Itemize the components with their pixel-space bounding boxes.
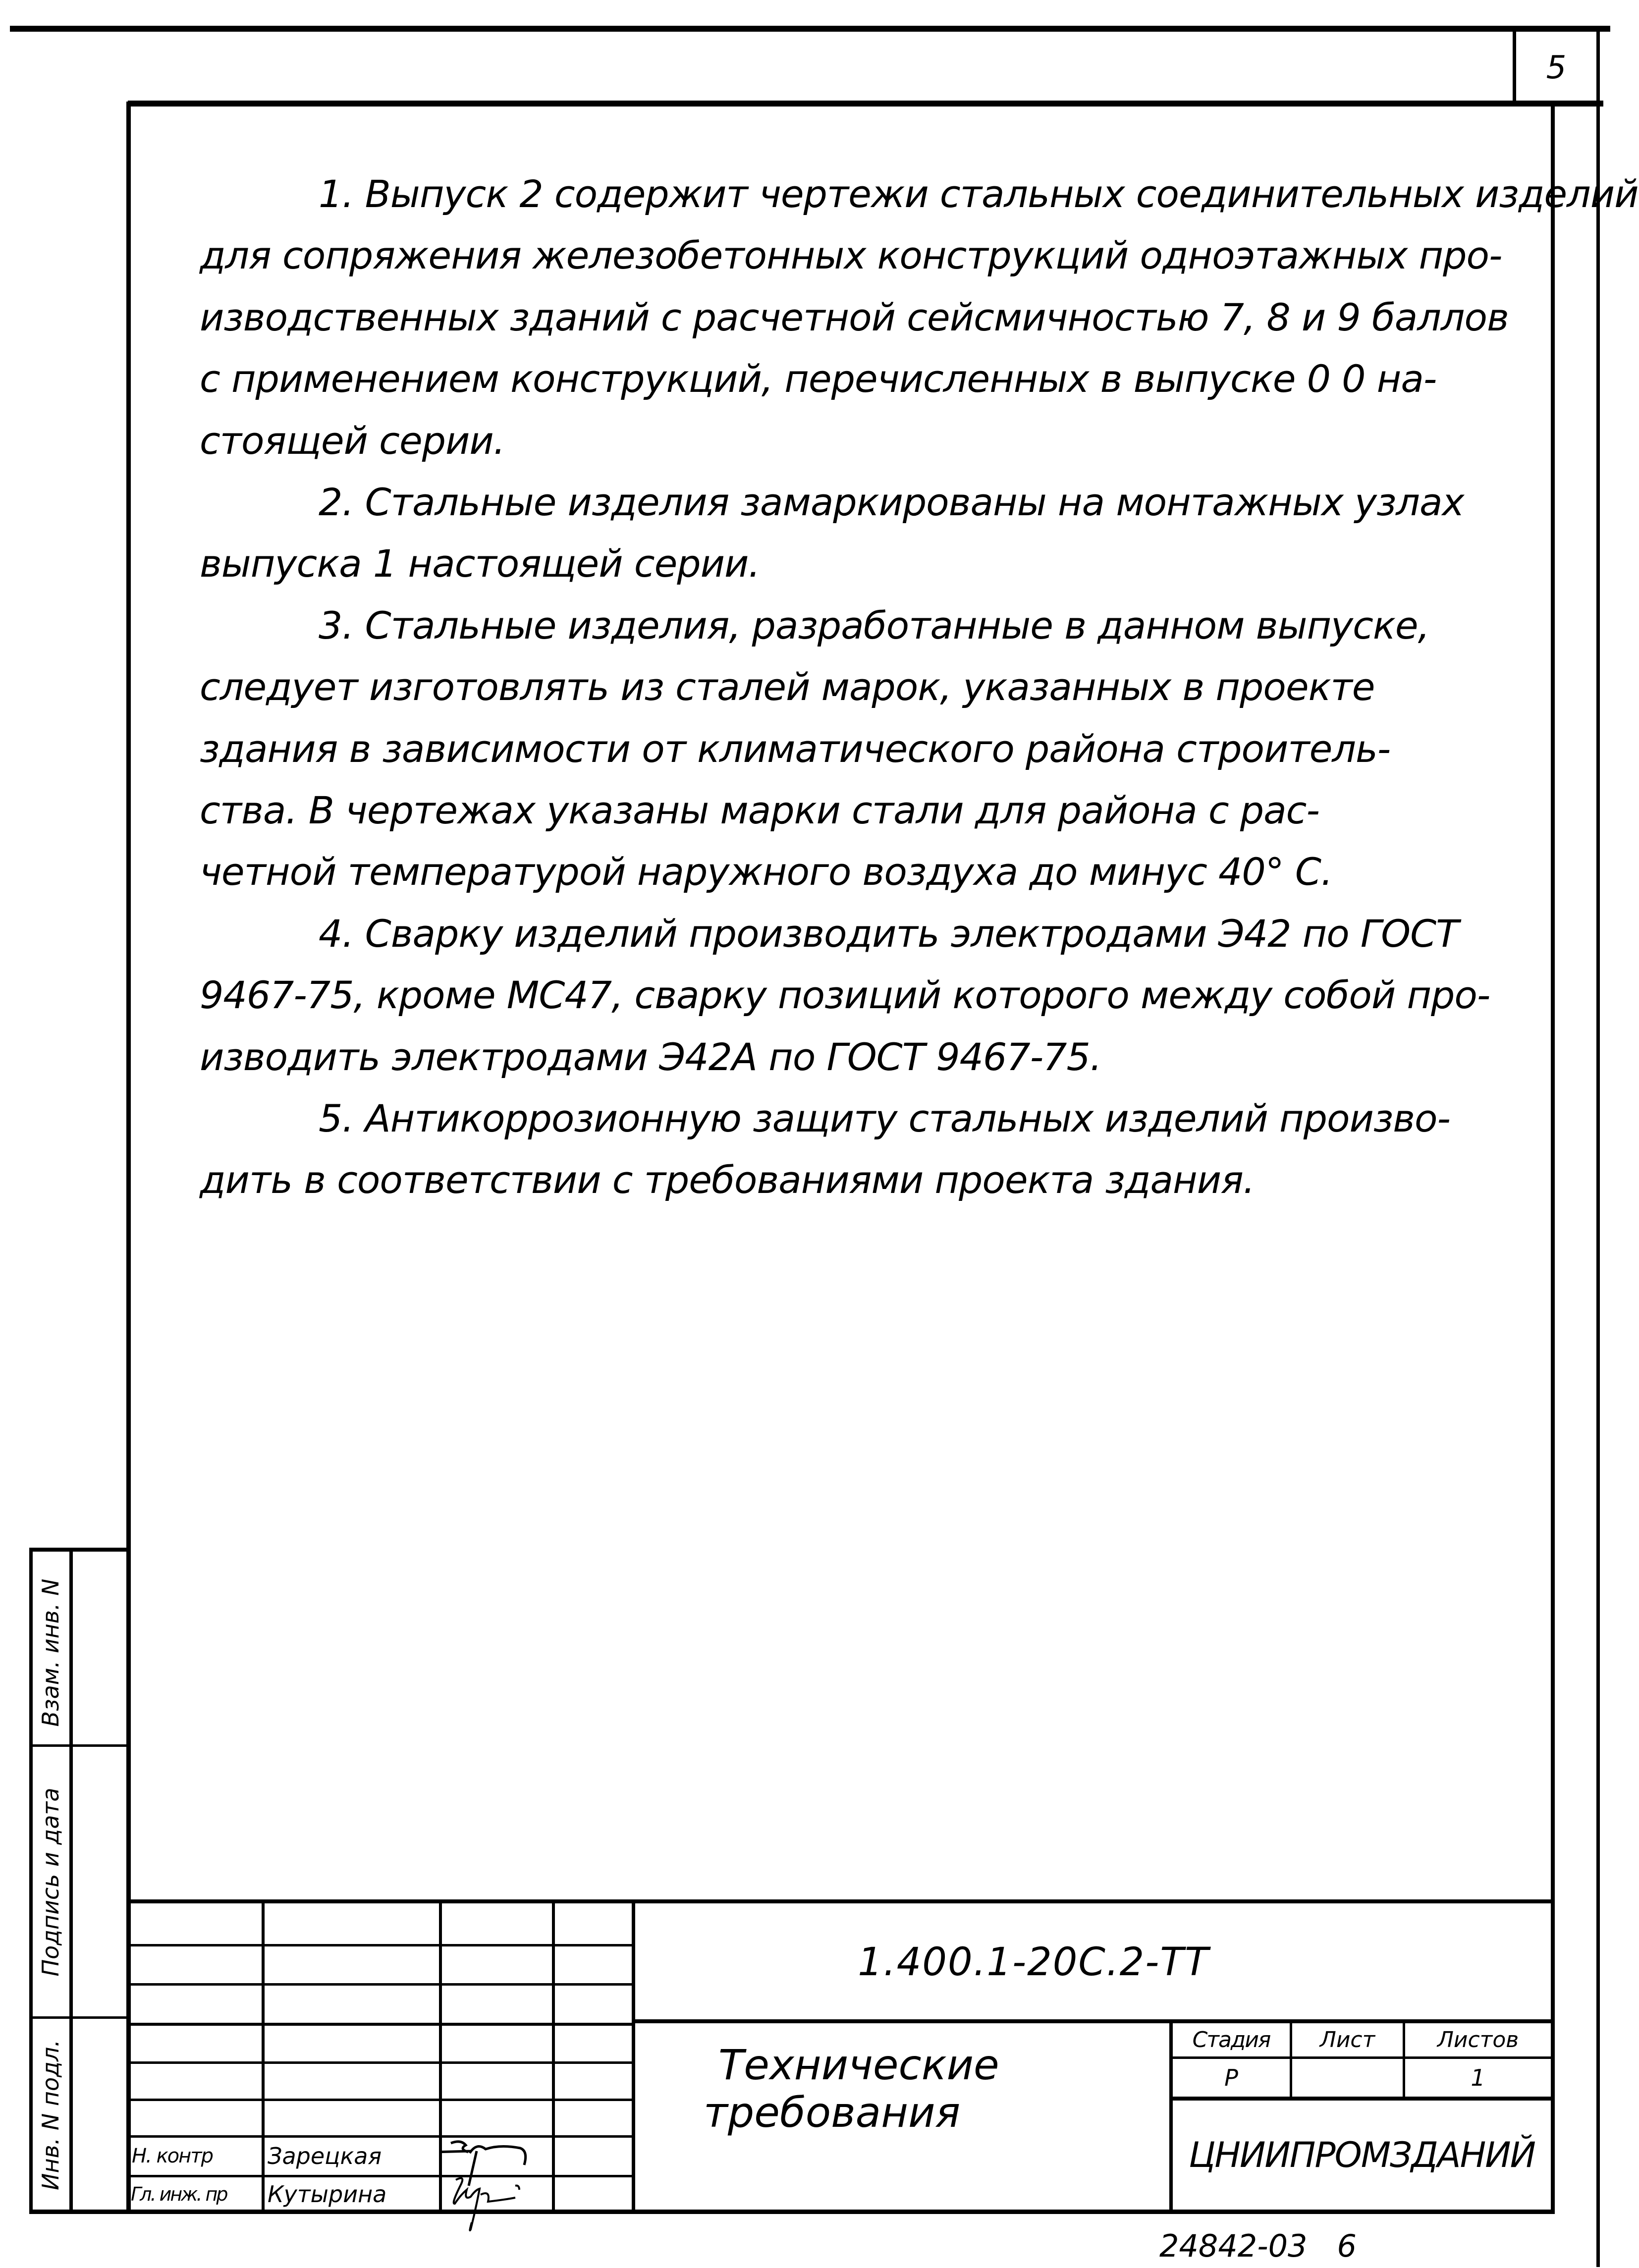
page-number-box-left-line (1513, 29, 1516, 104)
body-text-line: здания в зависимости от климатического района строитель- (200, 727, 1391, 771)
stamp-col-divider (1169, 2021, 1173, 2212)
body-text-line: 3. Стальные изделия, разработанные в данном выпуске, (319, 603, 1429, 648)
body-text-line: ства. В чертежах указаны марки стали для района с рас- (200, 788, 1319, 832)
document-title-line1: Технические (718, 2041, 999, 2089)
document-title (704, 2041, 1149, 2170)
sheets-value: 1 (1471, 2064, 1485, 2091)
body-text-line: 1. Выпуск 2 содержит чертежи стальных соединительных изделий (319, 172, 1639, 216)
side-stamp-divider (69, 1548, 73, 2214)
signature-zaretskaya (441, 2136, 552, 2176)
body-text-line: дить в соответствии с требованиями проекта здания. (200, 1158, 1255, 1202)
title-col-line-1 (262, 1901, 265, 2212)
title-block-top (128, 1899, 1554, 1903)
sheets-header: Листов (1437, 2027, 1519, 2052)
body-text-line: изводить электродами Э42А по ГОСТ 9467-75. (200, 1035, 1101, 1079)
title-row-line-4 (128, 2061, 633, 2064)
side-stamp-label-original-inv: Инв. N подл. (37, 2040, 64, 2190)
signature-kutyrina (441, 2175, 552, 2234)
body-text-line: 9467-75, кроме МС47, сварку позиций которого между собой про- (200, 973, 1490, 1017)
side-stamp-top (31, 1548, 130, 1552)
body-text-line: с применением конструкций, перечисленных в выпуске 0 0 на- (200, 357, 1437, 401)
name-kutyrina: Кутырина (268, 2181, 387, 2208)
inner-frame-right (1551, 104, 1555, 2213)
body-text-line: стоящей серии. (200, 419, 505, 463)
body-text-line: 5. Антикоррозионную защиту стальных изделий произво- (319, 1096, 1450, 1140)
body-text-line: 2. Стальные изделия замаркированы на монтажных узлах (319, 480, 1464, 524)
page-number: 5 (1546, 50, 1567, 86)
organization-name: ЦНИИПРОМЗДАНИЙ (1189, 2135, 1535, 2175)
outer-right-border-line (1596, 26, 1600, 2267)
side-stamp-value-replacement-inv[interactable] (73, 1552, 126, 1744)
inner-frame-left (126, 102, 131, 2213)
document-code: 1.400.1-20С.2-ТТ (858, 1940, 1209, 1985)
title-row-line-3 (128, 2023, 633, 2026)
title-col-line-3 (552, 1901, 555, 2212)
role-norm-control: Н. контр (132, 2145, 213, 2167)
footer-archive (1159, 2223, 1357, 2268)
side-stamp-value-signature-date[interactable] (73, 1747, 126, 2016)
inner-frame-top (128, 101, 1603, 107)
sheet-value (1292, 2059, 1403, 2097)
body-text-line: 4. Сварку изделий производить электродами Э42 по ГОСТ (319, 912, 1459, 956)
stage-values-row-line (1171, 2097, 1554, 2101)
side-stamp-label-replacement-inv: Взам. инв. N (37, 1578, 64, 1727)
copy-number: 6 (1337, 2227, 1357, 2264)
title-row-line-5 (128, 2099, 633, 2101)
stage-header: Стадия (1192, 2027, 1270, 2052)
document-title-line2: требования (704, 2088, 961, 2137)
side-stamp-value-original-inv[interactable] (73, 2019, 126, 2210)
title-mid-divider (633, 2019, 1554, 2023)
body-text-line: следует изготовлять из сталей марок, указанных в проекте (200, 665, 1375, 709)
name-zaretskaya: Зарецкая (268, 2143, 382, 2169)
archive-number: 24842-03 (1159, 2227, 1308, 2264)
title-row-line-2 (128, 1983, 633, 1986)
stage-value: Р (1224, 2064, 1238, 2091)
role-chief-engineer: Гл. инж. пр (131, 2183, 227, 2205)
body-text-line: изводственных зданий с расчетной сейсмичностью 7, 8 и 9 баллов (200, 295, 1509, 339)
title-row-line-1 (128, 1944, 633, 1946)
body-text-line: выпуска 1 настоящей серии. (200, 541, 760, 586)
sheet-header: Лист (1319, 2027, 1375, 2052)
body-text-line: для сопряжения железобетонных конструкций одноэтажных про- (200, 233, 1502, 277)
body-text-line: четной температурой наружного воздуха до минус 40° С. (200, 850, 1333, 894)
side-stamp-label-signature-date: Подпись и дата (37, 1787, 64, 1977)
top-border-line (10, 26, 1610, 32)
